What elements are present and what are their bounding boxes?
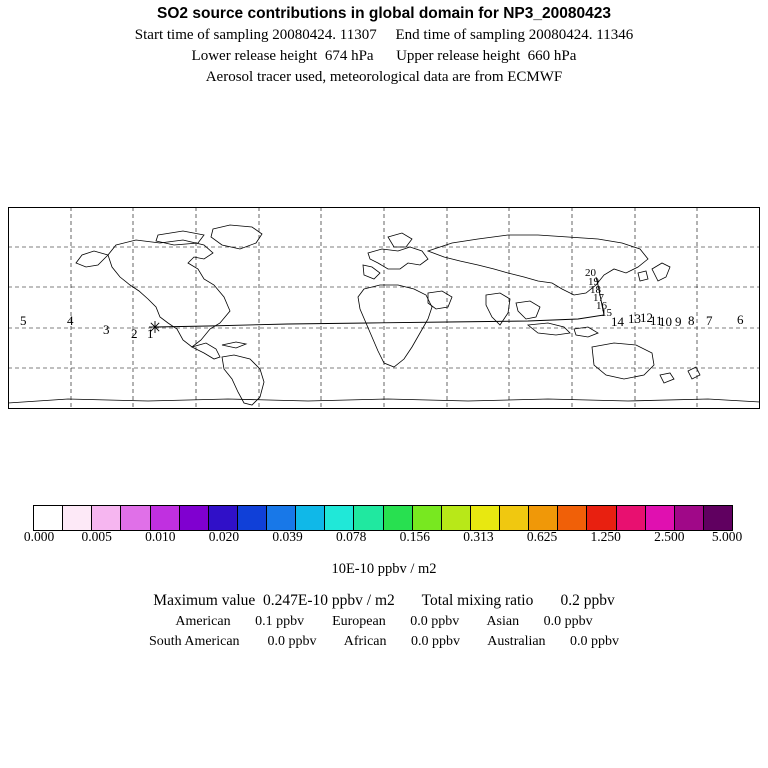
colorbar-tick: 0.313 [463,529,494,544]
plume-label: 15 [601,307,612,319]
map-panel [8,207,760,409]
colorbar-cell [675,506,704,530]
colorbar-cell [646,506,675,530]
colorbar-cell [63,506,92,530]
day-label: 8 [688,313,695,328]
colorbar [33,505,733,531]
colorbar-tick: 2.500 [654,529,685,544]
colorbar-cell [471,506,500,530]
colorbar-cell [209,506,238,530]
colorbar-scale [33,505,733,531]
statistics-footer [0,592,768,650]
colorbar-cell [238,506,267,530]
colorbar-tick: 0.078 [335,529,367,544]
colorbar-cell [413,506,442,530]
colorbar-cell [587,506,616,530]
day-label: 1 [147,326,154,341]
day-label: 13 [628,311,641,326]
day-label: 3 [103,322,110,337]
colorbar-cell [325,506,354,530]
colorbar-cell [384,506,413,530]
sampling-time-line: Start time of sampling 20080424. 11307 End time of sampling 20080424. 11346 [134,27,634,43]
colorbar-tick: 0.010 [145,529,176,544]
colorbar-cell [180,506,209,530]
colorbar-tick: 0.000 [23,529,55,544]
plume-label: 16 [596,300,607,312]
world-map-svg [8,207,760,409]
colorbar-tick: 0.625 [526,529,558,544]
region-row-2: South American 0.0 ppbv African 0.0 ppbv Australian 0.0 ppbv [148,634,620,649]
graticule-lines [8,207,760,409]
plume-label: 20 [585,267,596,279]
day-label: 2 [131,326,138,341]
max-value-line: Maximum value 0.247E-10 ppbv / m2 Total mixing ratio 0.2 ppbv [153,592,615,609]
region-row-1: American 0.1 ppbv European 0.0 ppbv Asian 0.0 ppbv [175,614,593,629]
colorbar-tick: 1.250 [590,529,621,544]
colorbar-cell [500,506,529,530]
day-label: 6 [737,312,744,327]
colorbar-unit-label: 10E-10 ppbv / m2 [331,561,437,577]
colorbar-cell [92,506,121,530]
colorbar-tick: 0.005 [81,529,112,544]
day-label: 9 [675,314,682,329]
day-label: 4 [67,313,74,328]
colorbar-tick: 0.156 [399,529,430,544]
colorbar-cell [121,506,150,530]
trajectory-path [155,277,604,327]
page-title: SO2 source contributions in global domain for NP3_20080423 [157,5,611,22]
day-label: 12 [640,310,653,325]
colorbar-cell [529,506,558,530]
plume-label: 18 [590,284,601,296]
colorbar-tick: 5.000 [711,529,743,544]
colorbar-cell [34,506,63,530]
colorbar-cell [296,506,325,530]
colorbar-tick: 0.039 [272,529,303,544]
day-label: 7 [706,313,713,328]
tracer-meteorology-line: Aerosol tracer used, meteorological data are from ECMWF [205,69,563,85]
release-height-line: Lower release height 674 hPa Upper release height 660 hPa [191,48,577,64]
colorbar-cell [151,506,180,530]
day-label: 10 [659,314,672,329]
day-label: 5 [20,313,27,328]
day-label: 14 [611,314,624,329]
colorbar-tick: 0.020 [208,529,240,544]
colorbar-cell [442,506,471,530]
colorbar-cell [354,506,383,530]
colorbar-cell [617,506,646,530]
header [0,0,768,86]
colorbar-cell [704,506,732,530]
day-label: 11 [650,313,663,328]
colorbar-cell [558,506,587,530]
colorbar-tick-labels [0,529,768,545]
plume-label: 17 [593,292,604,304]
plume-label: 19 [588,276,599,288]
colorbar-cell [267,506,296,530]
